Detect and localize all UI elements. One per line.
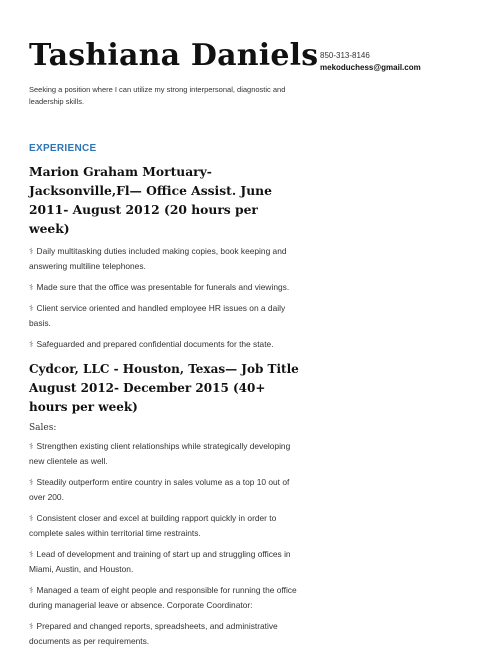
bullet-text: Steadily outperform entire country in sales volume as a top 10 out of over 200.	[29, 477, 290, 502]
bullet-item	[29, 475, 299, 505]
bullet-item	[29, 244, 299, 274]
bullet-item	[29, 280, 299, 295]
objective-statement: Seeking a position where I can utilize my strong interpersonal, diagnostic and leadership skills.	[29, 85, 286, 106]
email-address: mekoduchess@gmail.com	[320, 63, 421, 72]
bullet-item	[29, 547, 299, 577]
bullet-item	[29, 511, 299, 541]
bullet-text: Lead of development and training of start up and struggling offices in Miami, Austin, and Houston.	[29, 549, 291, 574]
caduceus-icon: ⚕	[29, 303, 34, 313]
bullet-text: Made sure that the office was presentable for funerals and viewings.	[36, 282, 290, 292]
caduceus-icon: ⚕	[29, 339, 34, 349]
bullet-item	[29, 619, 299, 649]
job-title: Cydcor, LLC - Houston, Texas— Job Title August 2012- December 2015 (40+ hours per week)	[29, 362, 299, 414]
bullet-item	[29, 337, 299, 352]
candidate-name: Tashiana Daniels	[29, 38, 319, 73]
experience-section	[29, 162, 299, 649]
job-title: Marion Graham Mortuary- Jacksonville,Fl— Office Assist. June 2011- August 2012 (20 hours per week)	[29, 164, 272, 236]
experience-heading: EXPERIENCE	[29, 143, 97, 154]
caduceus-icon: ⚕	[29, 549, 34, 559]
bullet-text: Strengthen existing client relationships while strategically developing new clientele as well.	[29, 441, 291, 466]
bullet-item	[29, 583, 299, 613]
caduceus-icon: ⚕	[29, 282, 34, 292]
phone-number: 850-313-8146	[320, 51, 370, 60]
caduceus-icon: ⚕	[29, 246, 34, 256]
bullet-text: Daily multitasking duties included making copies, book keeping and answering multiline telephones.	[29, 246, 287, 271]
caduceus-icon: ⚕	[29, 477, 34, 487]
job-subtitle: Sales:	[29, 423, 57, 433]
caduceus-icon: ⚕	[29, 585, 34, 595]
bullet-text: Client service oriented and handled employee HR issues on a daily basis.	[29, 303, 286, 328]
caduceus-icon: ⚕	[29, 513, 34, 523]
bullet-text: Managed a team of eight people and responsible for running the office during managerial leave or absence. Corporate Coordinator:	[29, 585, 297, 610]
caduceus-icon: ⚕	[29, 621, 34, 631]
bullet-text: Safeguarded and prepared confidential documents for the state.	[36, 339, 274, 349]
bullet-text: Consistent closer and excel at building rapport quickly in order to complete sales within territorial time restraints.	[29, 513, 277, 538]
caduceus-icon: ⚕	[29, 441, 34, 451]
bullet-item	[29, 439, 299, 469]
contact-block	[320, 50, 421, 74]
bullet-text: Prepared and changed reports, spreadsheets, and administrative documents as per requirements.	[29, 621, 278, 646]
job-entry-mortuary	[29, 162, 299, 352]
bullet-item	[29, 301, 299, 331]
job-entry-cydcor	[29, 360, 299, 649]
